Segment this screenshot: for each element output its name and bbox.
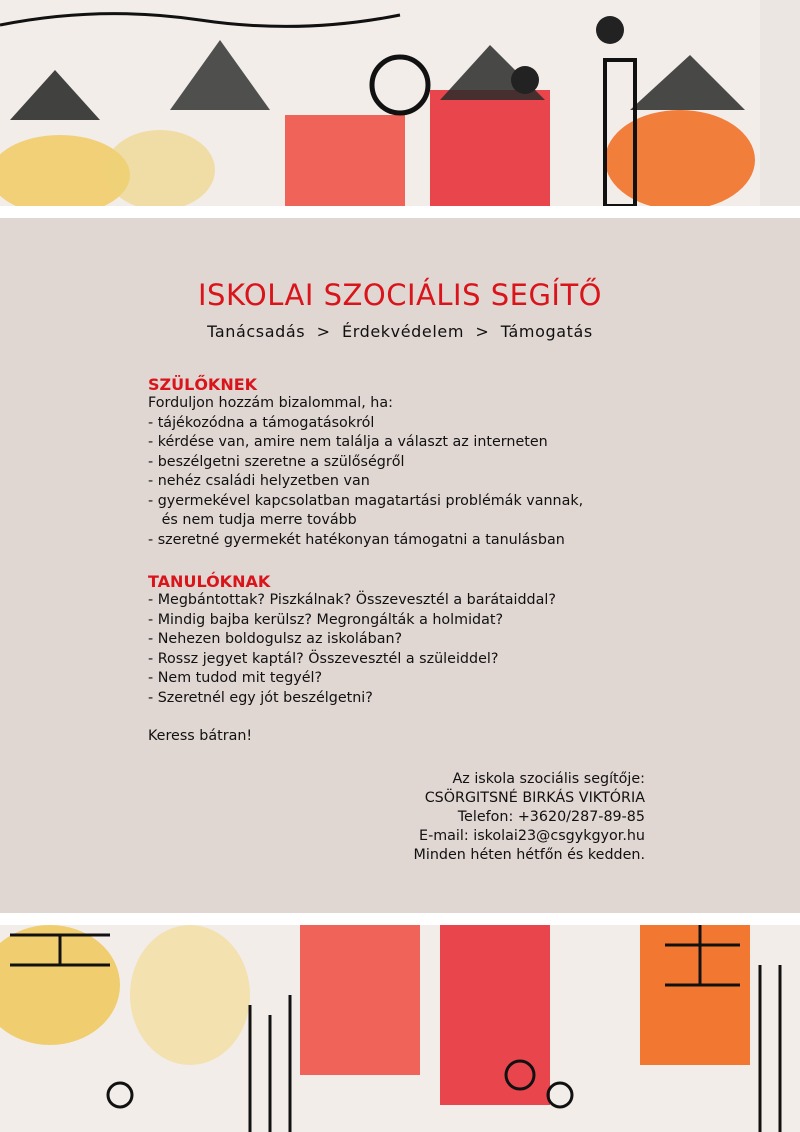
contact-role: Az iskola szociális segítője: xyxy=(452,771,645,787)
page-title: ISKOLAI SZOCIÁLIS SEGÍTŐ xyxy=(197,278,603,312)
parents-section xyxy=(148,375,668,550)
children-drawing-banner-bottom xyxy=(0,925,800,1132)
list-item: - Mindig bajba kerülsz? Megrongálták a holmidat? xyxy=(148,611,504,628)
parents-heading: SZÜLŐKNEK xyxy=(148,375,258,394)
list-item: és nem tudja merre tovább xyxy=(148,512,357,528)
content-panel xyxy=(0,218,800,913)
students-heading: TANULÓKNAK xyxy=(148,572,271,591)
contact-email: E-mail: iskolai23@csgykgyor.hu xyxy=(419,828,645,844)
closing-text: Keress bátran! xyxy=(148,728,253,744)
list-item: - tájékozódna a támogatásokról xyxy=(148,414,375,431)
list-item: - Rossz jegyet kaptál? Összevesztél a szüleiddel? xyxy=(148,650,499,667)
contact-phone: Telefon: +3620/287-89-85 xyxy=(457,809,645,825)
list-item: - Megbántottak? Piszkálnak? Összevesztél a barátaiddal? xyxy=(148,592,556,608)
students-section xyxy=(148,572,668,747)
list-item: - Szeretnél egy jót beszélgetni? xyxy=(148,689,373,706)
children-drawing-banner-top xyxy=(0,0,800,206)
list-item: - kérdése van, amire nem találja a választ az interneten xyxy=(148,434,548,450)
list-item: - szeretné gyermekét hatékonyan támogatni a tanulásban xyxy=(148,531,565,548)
services-subtitle: Tanácsadás > Érdekvédelem > Támogatás xyxy=(207,322,593,341)
contact-schedule: Minden héten hétfőn és kedden. xyxy=(413,847,645,863)
list-item: - Nem tudod mit tegyél? xyxy=(148,670,323,686)
list-item: - beszélgetni szeretne a szülőségről xyxy=(148,453,405,470)
list-item: - Nehezen boldogulsz az iskolában? xyxy=(148,631,403,647)
list-item: - gyermekével kapcsolatban magatartási problémák vannak, xyxy=(148,492,584,509)
contact-block xyxy=(414,770,645,865)
list-item: - nehéz családi helyzetben van xyxy=(148,473,370,489)
parents-intro: Forduljon hozzám bizalommal, ha: xyxy=(148,395,393,411)
contact-name: CSÖRGITSNÉ BIRKÁS VIKTÓRIA xyxy=(424,790,645,806)
